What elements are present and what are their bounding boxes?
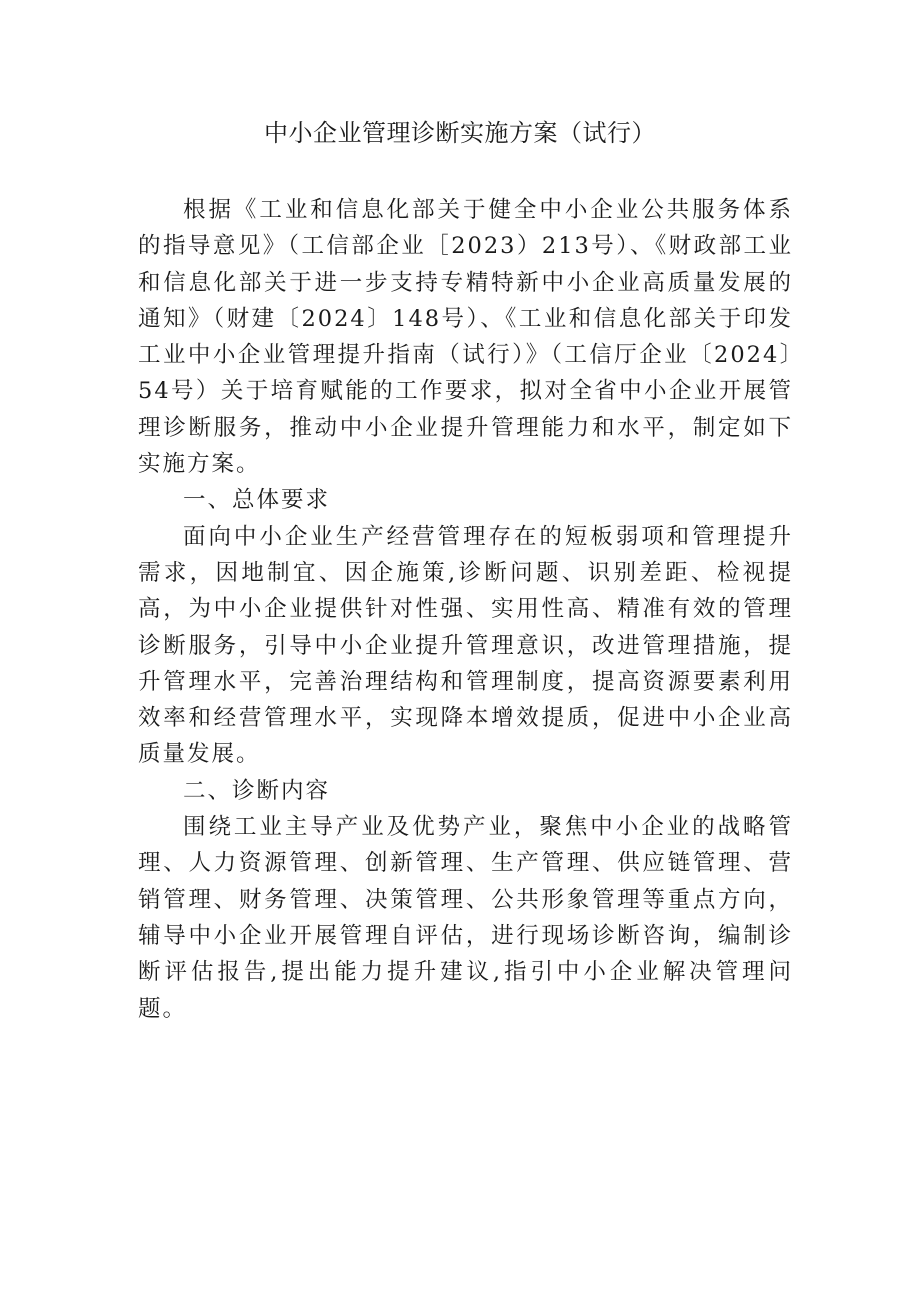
paragraph-basis: 根据《工业和信息化部关于健全中小企业公共服务体系的指导意见》（工信部企业［2023）213号）、《财政部工业和信息化部关于进一步支持专精特新中小企业高质量发展的通知》（财建〔2024〕148号）、《工业和信息化部关于印发工业中小企业管理提升指南（试行）》（工信厅企业〔2024〕54号）关于培育赋能的工作要求，拟对全省中小企业开展管理诊断服务，推动中小企业提升管理能力和水平，制定如下实施方案。	[138, 197, 793, 478]
paragraph-diagnosis-content: 围绕工业主导产业及优势产业，聚焦中小企业的战略管理、人力资源管理、创新管理、生产管理、供应链管理、营销管理、财务管理、决策管理、公共形象管理等重点方向，辅导中小企业开展管理自评估，进行现场诊断咨询，编制诊断评估报告,提出能力提升建议,指引中小企业解决管理问题。	[138, 814, 793, 1022]
document-title: 中小企业管理诊断实施方案（试行）	[264, 119, 656, 147]
document-body	[138, 192, 793, 1027]
heading-diagnosis-content: 二、诊断内容	[183, 777, 331, 804]
heading-general-requirements: 一、总体要求	[183, 487, 331, 514]
paragraph-general-requirements: 面向中小企业生产经营管理存在的短板弱项和管理提升需求，因地制宜、因企施策,诊断问题、识别差距、检视提高，为中小企业提供针对性强、实用性高、精准有效的管理诊断服务，引导中小企业提升管理意识，改进管理措施，提升管理水平，完善治理结构和管理制度，提高资源要素利用效率和经营管理水平，实现降本增效提质，促进中小企业高质量发展。	[138, 523, 793, 768]
